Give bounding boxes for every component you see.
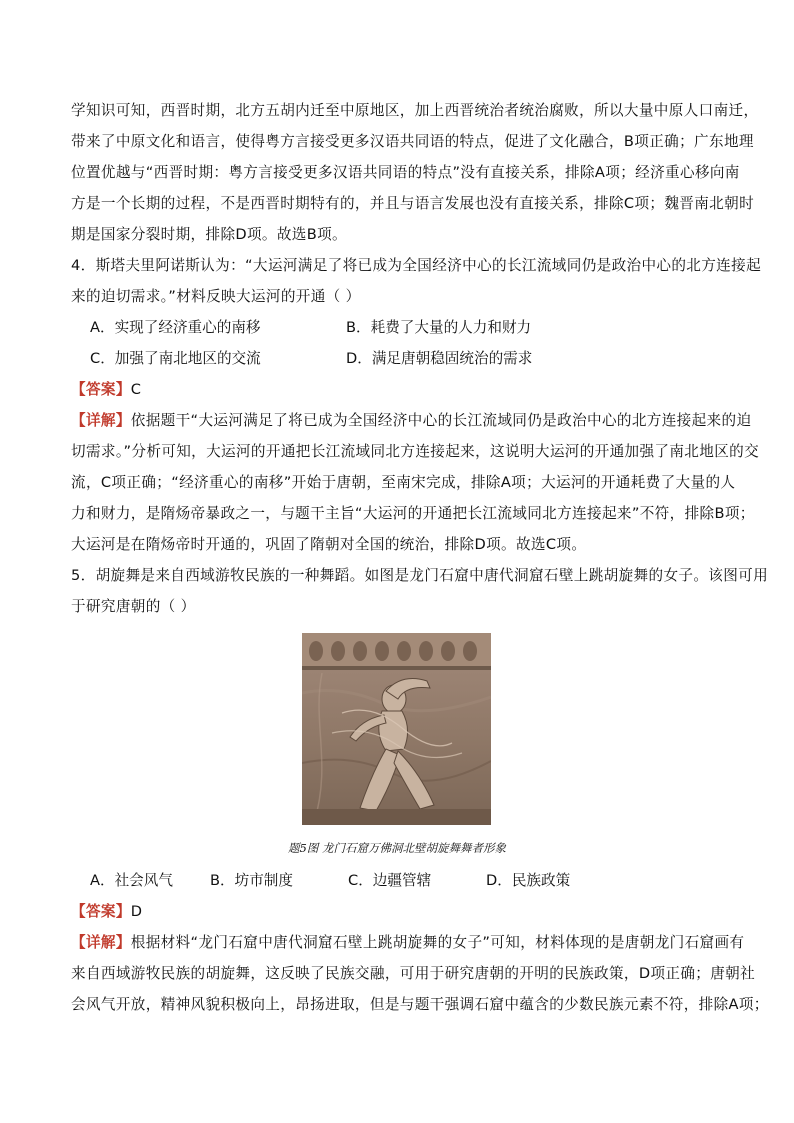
q4-detail-line: 切需求。”分析可知，大运河的开通把长江流域同北方连接起来，这说明大运河的开通加强了南北地区的交 <box>71 443 760 460</box>
q5-detail-line: 来自西域游牧民族的胡旋舞，这反映了民族交融，可用于研究唐朝的开明的民族政策，D项正确；唐朝社 <box>71 965 756 982</box>
prev-explanation-line: 期是国家分裂时期，排除D项。故选B项。 <box>71 226 347 243</box>
q5-stem: 于研究唐朝的（ ） <box>71 598 196 615</box>
relief-illustration <box>302 633 491 825</box>
prev-explanation-line: 学知识可知，西晋时期，北方五胡内迁至中原地区，加上西晋统治者统治腐败，所以大量中原人口南迁， <box>71 102 759 119</box>
q5-option-c: C．边疆管辖 <box>348 872 432 889</box>
q5-answer <box>71 902 731 922</box>
q5-option-a: A．社会风气 <box>90 872 173 889</box>
q4-detail-line: 力和财力，是隋炀帝暴政之一，与题干主旨“大运河的开通把长江流域同北方连接起来”不符，排除B项； <box>71 505 755 522</box>
q4-detail-line: 大运河是在隋炀帝时开通的，巩固了隋朝对全国的统治，排除D项。故选C项。 <box>71 536 587 553</box>
figure-caption: 题5图 龙门石窟万佛洞北壁胡旋舞舞者形象 <box>288 841 506 855</box>
q5-detail-line: 会风气开放，精神风貌积极向上，昂扬进取，但是与题干强调石窟中蕴含的少数民族元素不符，排除A项； <box>71 996 769 1013</box>
answer-tag: 【答案】 <box>71 381 131 398</box>
prev-explanation-line: 方是一个长期的过程，不是西晋时期特有的，并且与语言发展也没有直接关系，排除C项；魏晋南北朝时 <box>71 195 755 212</box>
q4-option-a: A．实现了经济重心的南移 <box>90 319 261 336</box>
q5-option-d: D．民族政策 <box>486 872 571 889</box>
q4-stem: 4．斯塔夫里阿诺斯认为：“大运河满足了将已成为全国经济中心的长江流域同仍是政治中心的北方连接起 <box>71 257 762 274</box>
detail-tag: 【详解】 <box>71 934 131 951</box>
q5-detail <box>71 933 745 953</box>
q4-stem: 来的迫切需求。”材料反映大运河的开通（ ） <box>71 288 361 305</box>
q5-stem: 5．胡旋舞是来自西域游牧民族的一种舞蹈。如图是龙门石窟中唐代洞窟石壁上跳胡旋舞的女子。该图可用 <box>71 567 769 584</box>
prev-explanation-line: 带来了中原文化和语言，使得粤方言接受更多汉语共同语的特点，促进了文化融合，B项正确；广东地理 <box>71 133 754 150</box>
q4-detail <box>71 411 752 431</box>
detail-tag: 【详解】 <box>71 412 131 429</box>
answer-tag: 【答案】 <box>71 903 131 920</box>
answer-value: C <box>130 381 142 398</box>
q4-option-c: C．加强了南北地区的交流 <box>90 350 261 367</box>
detail-text: 根据材料“龙门石窟中唐代洞窟石壁上跳胡旋舞的女子”可知，材料体现的是唐朝龙门石窟画有 <box>130 934 745 951</box>
q4-option-d: D．满足唐朝稳固统治的需求 <box>346 350 533 367</box>
q4-detail-line: 流，C项正确；“经济重心的南移”开始于唐朝，至南宋完成，排除A项；大运河的开通耗费了大量的人 <box>71 474 736 491</box>
prev-explanation-line: 位置优越与“西晋时期：粤方言接受更多汉语共同语的特点”没有直接关系，排除A项；经济重心移向南 <box>71 164 740 181</box>
detail-text: 依据题干“大运河满足了将已成为全国经济中心的长江流域同仍是政治中心的北方连接起来的迫 <box>130 412 752 429</box>
q4-option-b: B．耗费了大量的人力和财力 <box>346 319 532 336</box>
q4-answer <box>71 380 731 400</box>
answer-value: D <box>130 903 143 920</box>
q5-option-b: B．坊市制度 <box>210 872 293 889</box>
dancer-relief-image <box>302 633 491 825</box>
